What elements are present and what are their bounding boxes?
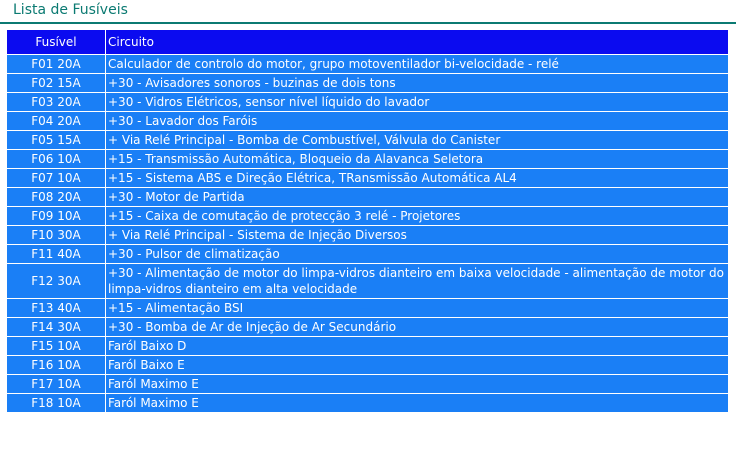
table-row bbox=[7, 394, 729, 413]
circuit-cell: +15 - Transmissão Automática, Bloqueio da Alavanca Seletora bbox=[106, 150, 729, 169]
table-row bbox=[7, 131, 729, 150]
column-header-circuit: Circuito bbox=[106, 30, 729, 55]
fuse-cell: F01 20A bbox=[7, 55, 106, 74]
circuit-cell: + Via Relé Principal - Sistema de Injeção Diversos bbox=[106, 226, 729, 245]
fuse-cell: F13 40A bbox=[7, 299, 106, 318]
table-row bbox=[7, 150, 729, 169]
fuse-cell: F09 10A bbox=[7, 207, 106, 226]
table-row bbox=[7, 299, 729, 318]
table-header-row bbox=[7, 30, 729, 55]
circuit-cell: +15 - Alimentação BSI bbox=[106, 299, 729, 318]
table-row bbox=[7, 55, 729, 74]
table-row bbox=[7, 74, 729, 93]
circuit-cell: +30 - Alimentação de motor do limpa-vidros dianteiro em baixa velocidade - alimentação de motor do limpa-vidros dianteiro em alta velocidade bbox=[106, 264, 729, 299]
circuit-cell: +30 - Lavador dos Faróis bbox=[106, 112, 729, 131]
circuit-cell: +30 - Vidros Elétricos, sensor nível líquido do lavador bbox=[106, 93, 729, 112]
fuse-cell: F07 10A bbox=[7, 169, 106, 188]
table-row bbox=[7, 337, 729, 356]
fuse-cell: F14 30A bbox=[7, 318, 106, 337]
table-row bbox=[7, 93, 729, 112]
fuse-cell: F10 30A bbox=[7, 226, 106, 245]
circuit-cell: +15 - Sistema ABS e Direção Elétrica, TRansmissão Automática AL4 bbox=[106, 169, 729, 188]
column-header-fuse: Fusível bbox=[7, 30, 106, 55]
table-row bbox=[7, 356, 729, 375]
circuit-cell: +30 - Motor de Partida bbox=[106, 188, 729, 207]
circuit-cell: Faról Baixo E bbox=[106, 356, 729, 375]
page-title: Lista de Fusíveis bbox=[13, 2, 128, 18]
fuse-cell: F08 20A bbox=[7, 188, 106, 207]
table-row bbox=[7, 264, 729, 299]
table-row bbox=[7, 112, 729, 131]
circuit-cell: +30 - Bomba de Ar de Injeção de Ar Secundário bbox=[106, 318, 729, 337]
fuse-cell: F11 40A bbox=[7, 245, 106, 264]
fuse-cell: F06 10A bbox=[7, 150, 106, 169]
circuit-cell: Faról Baixo D bbox=[106, 337, 729, 356]
table-row bbox=[7, 226, 729, 245]
table-row bbox=[7, 318, 729, 337]
fuse-cell: F15 10A bbox=[7, 337, 106, 356]
fuse-cell: F16 10A bbox=[7, 356, 106, 375]
circuit-cell: Faról Maximo E bbox=[106, 375, 729, 394]
fuse-cell: F17 10A bbox=[7, 375, 106, 394]
fuse-table bbox=[6, 29, 729, 413]
fuse-cell: F12 30A bbox=[7, 264, 106, 299]
circuit-cell: + Via Relé Principal - Bomba de Combustível, Válvula do Canister bbox=[106, 131, 729, 150]
title-underline bbox=[0, 22, 736, 24]
fuse-cell: F05 15A bbox=[7, 131, 106, 150]
circuit-cell: Calculador de controlo do motor, grupo motoventilador bi-velocidade - relé bbox=[106, 55, 729, 74]
fuse-cell: F18 10A bbox=[7, 394, 106, 413]
circuit-cell: +30 - Avisadores sonoros - buzinas de dois tons bbox=[106, 74, 729, 93]
circuit-cell: +15 - Caixa de comutação de protecção 3 relé - Projetores bbox=[106, 207, 729, 226]
table-row bbox=[7, 245, 729, 264]
fuse-cell: F02 15A bbox=[7, 74, 106, 93]
fuse-cell: F04 20A bbox=[7, 112, 106, 131]
fuse-cell: F03 20A bbox=[7, 93, 106, 112]
table-row bbox=[7, 188, 729, 207]
table-row bbox=[7, 169, 729, 188]
circuit-cell: +30 - Pulsor de climatização bbox=[106, 245, 729, 264]
circuit-cell: Faról Maximo E bbox=[106, 394, 729, 413]
table-row bbox=[7, 207, 729, 226]
table-row bbox=[7, 375, 729, 394]
